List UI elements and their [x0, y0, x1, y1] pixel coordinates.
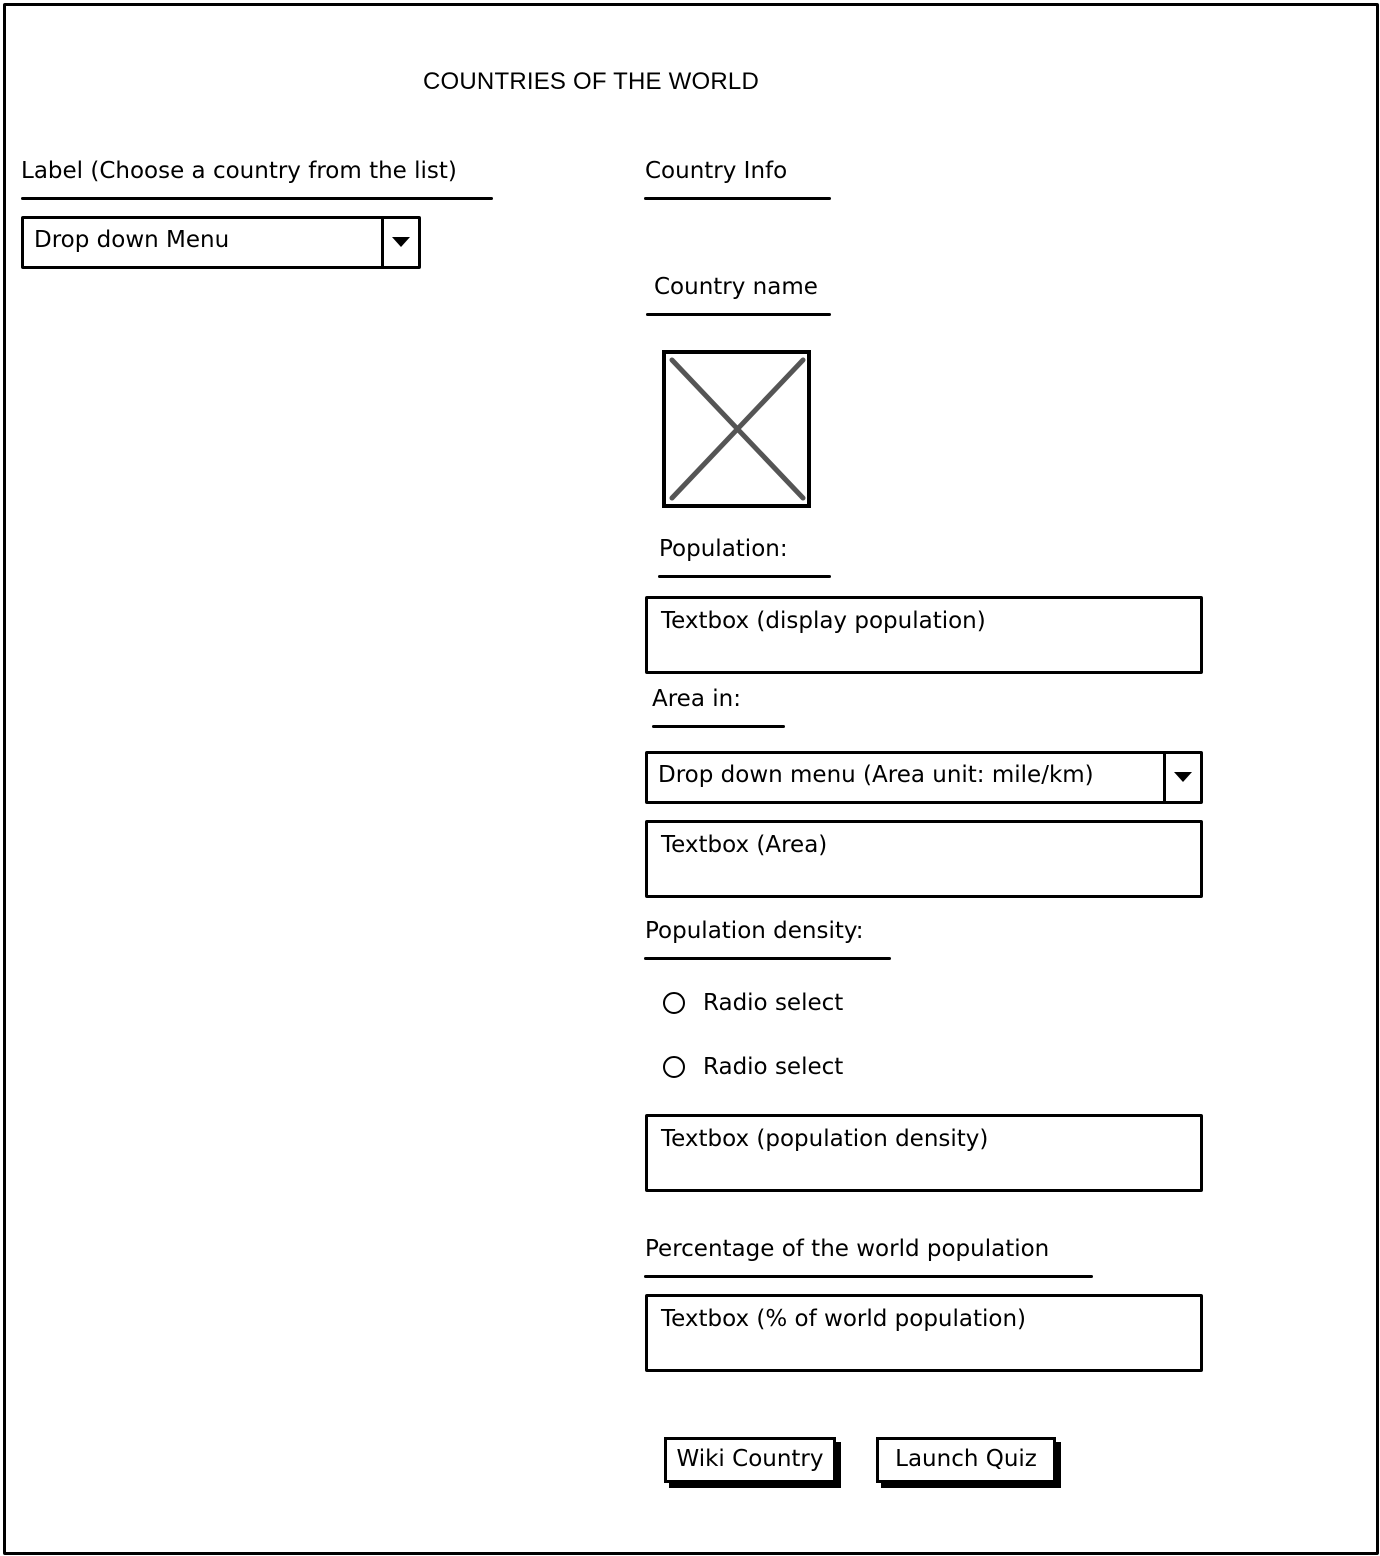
launch-quiz-button[interactable]: Launch Quiz: [876, 1437, 1056, 1483]
density-textbox[interactable]: [645, 1114, 1203, 1192]
radio-circle-icon[interactable]: [663, 1056, 685, 1078]
chevron-down-icon: [1174, 772, 1192, 782]
choose-country-underline: [21, 197, 493, 200]
country-dropdown-value: Drop down Menu: [34, 227, 230, 253]
country-info-heading: Country Info: [645, 158, 788, 184]
page-title: COUNTRIES OF THE WORLD: [423, 68, 759, 95]
population-textbox-text: Textbox (display population): [661, 608, 986, 634]
population-underline: [658, 575, 831, 578]
area-underline: [652, 725, 785, 728]
world-percentage-underline: [644, 1275, 1093, 1278]
density-textbox-text: Textbox (population density): [661, 1126, 989, 1152]
area-textbox[interactable]: [645, 820, 1203, 898]
area-unit-dropdown-value: Drop down menu (Area unit: mile/km): [658, 762, 1094, 788]
world-percentage-label: Percentage of the world population: [645, 1236, 1050, 1262]
area-unit-dropdown-toggle[interactable]: [1163, 754, 1200, 801]
area-unit-dropdown[interactable]: [645, 751, 1203, 804]
image-placeholder-icon: [666, 354, 807, 504]
density-radio-2-label: Radio select: [703, 1054, 844, 1080]
density-underline: [644, 957, 891, 960]
country-dropdown[interactable]: [21, 216, 421, 269]
area-label: Area in:: [652, 686, 741, 712]
chevron-down-icon: [392, 237, 410, 247]
country-name-underline: [646, 313, 831, 316]
country-name-label: Country name: [654, 274, 818, 300]
world-percentage-textbox[interactable]: [645, 1294, 1203, 1372]
country-dropdown-toggle[interactable]: [381, 219, 418, 266]
area-textbox-text: Textbox (Area): [661, 832, 828, 858]
population-label: Population:: [659, 536, 788, 562]
flag-image-placeholder: [662, 350, 811, 508]
choose-country-label: Label (Choose a country from the list): [21, 158, 457, 184]
country-info-underline: [644, 197, 831, 200]
wiki-country-button[interactable]: Wiki Country: [664, 1437, 836, 1483]
density-label: Population density:: [645, 918, 864, 944]
population-textbox[interactable]: [645, 596, 1203, 674]
radio-circle-icon[interactable]: [663, 992, 685, 1014]
density-radio-2[interactable]: [663, 1054, 883, 1084]
density-radio-1-label: Radio select: [703, 990, 844, 1016]
density-radio-1[interactable]: [663, 990, 883, 1020]
world-percentage-textbox-text: Textbox (% of world population): [661, 1306, 1027, 1332]
